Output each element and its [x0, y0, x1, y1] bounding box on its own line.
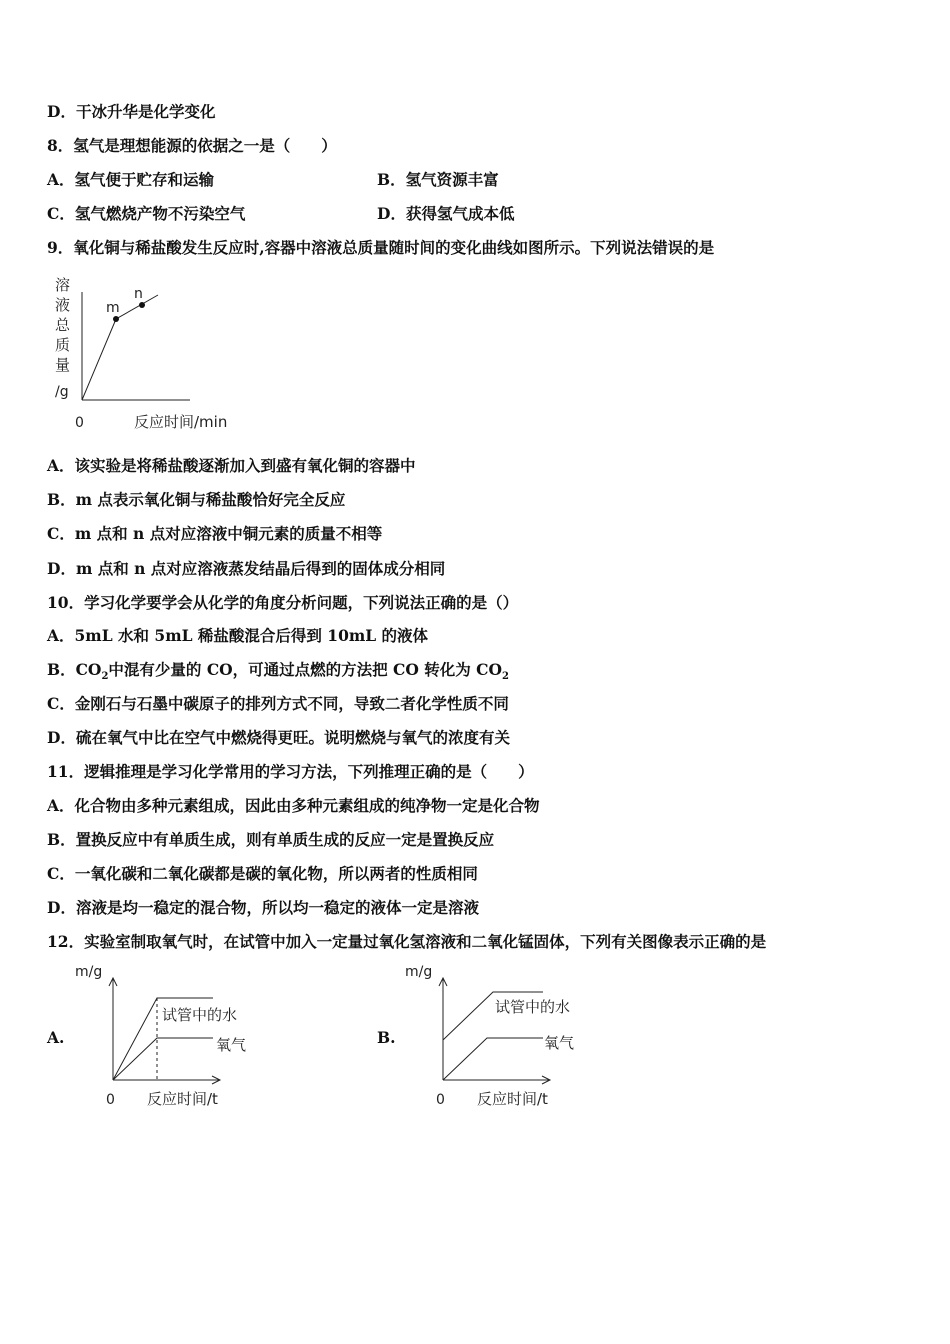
- q9-label-m: m: [106, 300, 120, 316]
- q8-stem: 8．氢气是理想能源的依据之一是（ ）: [47, 136, 337, 155]
- q8-option-a: A．氢气便于贮存和运输: [47, 170, 215, 189]
- q9-option-d: D．m 点和 n 点对应溶液蒸发结晶后得到的固体成分相同: [47, 559, 446, 578]
- q10-option-b-sub1: 2: [101, 671, 109, 683]
- q9-point-n: [139, 302, 145, 308]
- q10-option-c: C．金刚石与石墨中碳原子的排列方式不同，导致二者化学性质不同: [47, 694, 509, 713]
- q9-ylabel-char: 溶: [55, 276, 71, 294]
- q8-option-c: C．氢气燃烧产物不污染空气: [47, 204, 246, 223]
- q12a-origin: 0: [106, 1092, 115, 1108]
- q9-origin-label: 0: [75, 415, 84, 431]
- q9-option-a: A．该实验是将稀盐酸逐渐加入到盛有氧化铜的容器中: [47, 456, 416, 475]
- q9-ylabel-char: 量: [55, 356, 71, 374]
- q7-option-d: D．干冰升华是化学变化: [47, 102, 216, 121]
- q12b-xlabel: 反应时间/t: [477, 1090, 548, 1108]
- q12b-origin: 0: [436, 1092, 445, 1108]
- q12a-water-label: 试管中的水: [162, 1006, 238, 1024]
- q9-ylabel-char: 总: [55, 316, 71, 334]
- q11-option-a: A．化合物由多种元素组成，因此由多种元素组成的纯净物一定是化合物: [47, 796, 540, 815]
- q9-ylabel-char: 液: [55, 296, 71, 314]
- q12b-oxygen-line: [443, 1038, 543, 1080]
- q12b-oxygen-label: 氧气: [544, 1034, 575, 1052]
- q12b-ylabel: m/g: [405, 964, 433, 980]
- q12b-water-label: 试管中的水: [495, 998, 571, 1016]
- q12-stem: 12．实验室制取氧气时，在试管中加入一定量过氧化氢溶液和二氧化锰固体，下列有关图像表示正确的是: [47, 932, 767, 951]
- q8-option-b: B．氢气资源丰富: [377, 170, 499, 189]
- q11-option-c: C．一氧化碳和二氧化碳都是碳的氧化物，所以两者的性质相同: [47, 864, 478, 883]
- q10-stem: 10．学习化学要学会从化学的角度分析问题，下列说法正确的是（）: [47, 593, 519, 612]
- q12a-xlabel: 反应时间/t: [147, 1090, 218, 1108]
- q12-chart-a: [70, 960, 270, 1115]
- q9-mass-time-chart: [50, 272, 250, 437]
- q11-stem: 11．逻辑推理是学习化学常用的学习方法，下列推理正确的是（ ）: [47, 762, 534, 781]
- q8-option-d: D．获得氢气成本低: [377, 204, 515, 223]
- q9-stem: 9．氧化铜与稀盐酸发生反应时,容器中溶液总质量随时间的变化曲线如图所示。下列说法错误的是: [47, 238, 715, 257]
- q10-option-b: [47, 660, 509, 687]
- q12a-oxygen-line: [113, 1038, 213, 1080]
- q9-xlabel: 反应时间/min: [134, 413, 228, 431]
- q9-mass-curve: [82, 295, 158, 400]
- q11-option-d: D．溶液是均一稳定的混合物，所以均一稳定的液体一定是溶液: [47, 898, 479, 917]
- q9-ylabel-char: /g: [55, 384, 69, 400]
- q12a-oxygen-label: 氧气: [216, 1036, 247, 1054]
- q9-option-b: B．m 点表示氧化铜与稀盐酸恰好完全反应: [47, 490, 346, 509]
- q10-option-b-part2: 中混有少量的 CO，可通过点燃的方法把 CO 转化为 CO: [108, 660, 503, 679]
- q10-option-b-part1: B．CO: [47, 660, 102, 679]
- q9-label-n: n: [134, 286, 143, 302]
- q12-option-a-label: A.: [47, 1028, 65, 1047]
- q10-option-b-sub2: 2: [502, 671, 509, 683]
- q9-ylabel-char: 质: [55, 336, 71, 354]
- q9-point-m: [113, 316, 119, 322]
- q9-option-c: C．m 点和 n 点对应溶液中铜元素的质量不相等: [47, 524, 383, 543]
- q12-option-b-label: B.: [377, 1028, 396, 1047]
- q12a-ylabel: m/g: [75, 964, 103, 980]
- q12-chart-b: [400, 960, 600, 1115]
- q10-option-a: A．5mL 水和 5mL 稀盐酸混合后得到 10mL 的液体: [47, 626, 429, 645]
- q10-option-d: D．硫在氧气中比在空气中燃烧得更旺。说明燃烧与氧气的浓度有关: [47, 728, 510, 747]
- q11-option-b: B．置换反应中有单质生成，则有单质生成的反应一定是置换反应: [47, 830, 495, 849]
